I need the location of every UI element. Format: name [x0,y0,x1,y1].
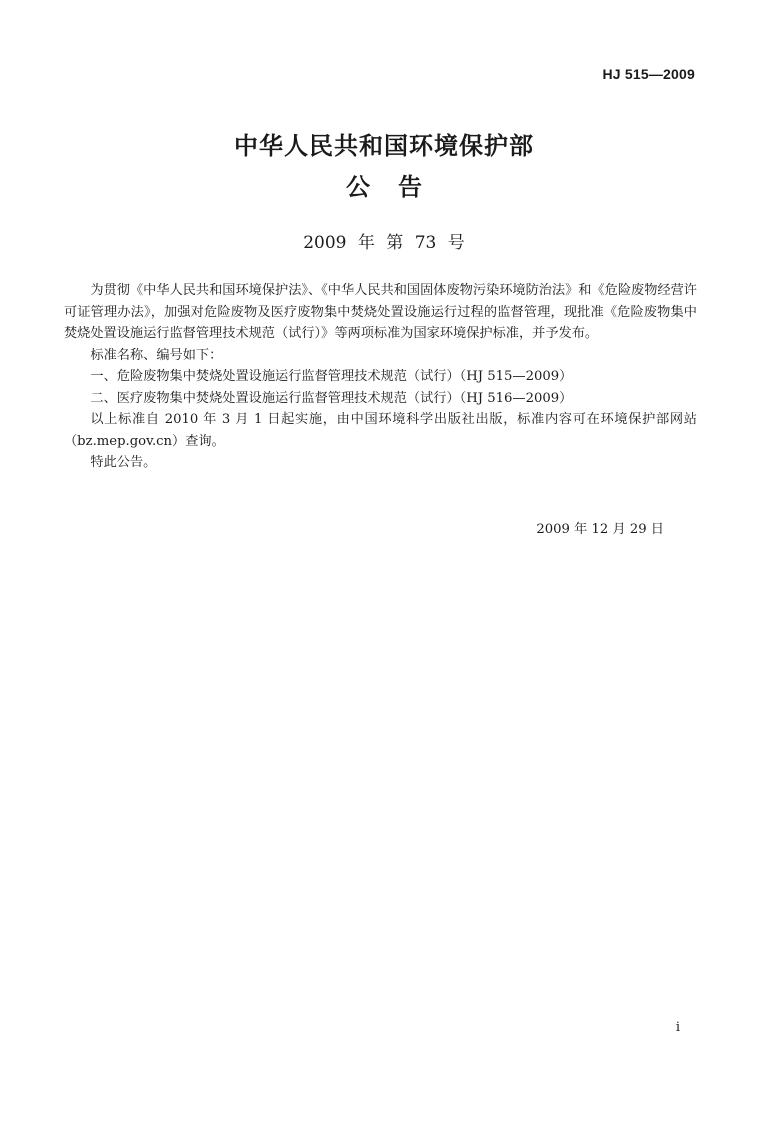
document-title: 中华人民共和国环境保护部 [234,132,534,160]
announcement-number: 2009 年 第 73 号 [303,233,465,253]
paragraph-closing: 特此公告。 [90,455,157,470]
paragraph-standards-intro: 标准名称、编号如下： [90,347,223,363]
page-number: i [675,1020,680,1035]
paragraph-standard-2: 二、医疗废物集中焚烧处置设施运行监督管理技术规范（试行）（HJ 516—2009） [90,390,573,406]
paragraph-preamble: 为贯彻《中华人民共和国环境保护法》、《中华人民共和国固体废物污染环境防治法》和《危险废物经营许可证管理办法》，加强对危险废物及医疗废物集中焚烧处置设施运行过程的监督管理，现批准《危险废物集中焚烧处置设施运行监督管理技术规范（试行）》等两项标准为国家环境保护标准，并予发布。 [64,283,697,341]
signoff-date: 2009 年 12 月 29 日 [536,522,664,537]
standard-code: HJ 515—2009 [602,66,695,82]
announcement-body [64,280,697,474]
paragraph-implementation: 以上标准自 2010 年 3 月 1 日起实施，由中国环境科学出版社出版，标准内容可在环境保护部网站（bz.mep.gov.cn）查询。 [64,412,697,449]
paragraph-standard-1: 一、危险废物集中焚烧处置设施运行监督管理技术规范（试行）（HJ 515—2009） [90,369,573,384]
document-subtitle: 公告 [346,173,450,201]
